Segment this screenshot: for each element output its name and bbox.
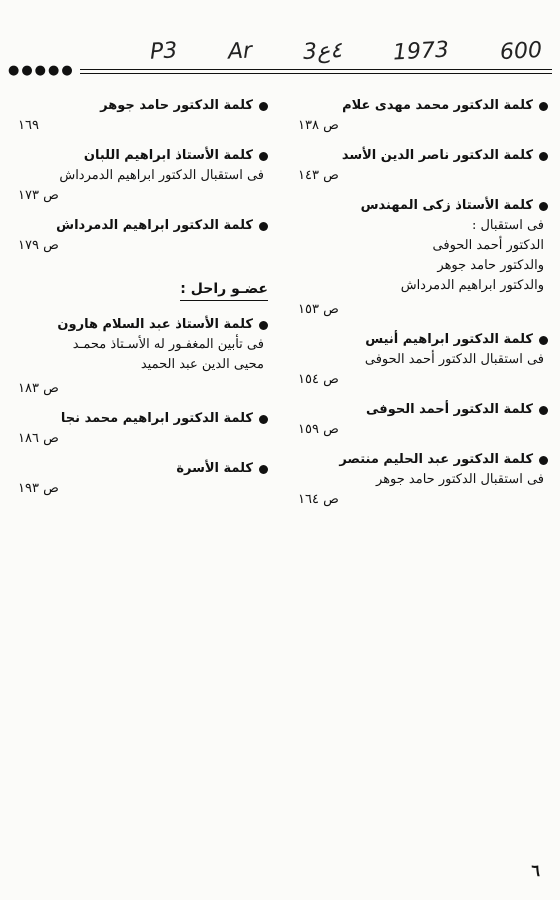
entry-subtitle: فى تأبين المغفـور له الأسـتاذ محمـد [72, 337, 264, 352]
rule-line-top [80, 69, 552, 70]
entry-title: كلمة الأستاذ ابراهيم اللبان [83, 148, 253, 163]
hand-note-5: 600 [499, 37, 543, 65]
entry-title: كلمة الدكتور ابراهيم أنيس [365, 332, 533, 347]
toc-entry [18, 216, 268, 256]
bullet-icon [539, 152, 548, 161]
entry-title: كلمة الدكتور ابراهيم محمد نجا [60, 411, 253, 426]
toc-entry [18, 315, 268, 399]
page-ref: ص ١٦٤ [298, 492, 339, 507]
page-ref: ص ١٤٣ [298, 168, 339, 183]
toc-entry [298, 146, 548, 186]
page-ref: ص ١٩٣ [18, 481, 59, 496]
entry-subtitle: فى استقبال الدكتور أحمد الحوفى [364, 352, 544, 367]
page-ref: ص ١٧٣ [18, 188, 59, 203]
entry-title: كلمة الأستاذ زكى المهندس [360, 198, 533, 213]
page-ref: ص ١٥٩ [298, 422, 339, 437]
toc-entry [298, 330, 548, 390]
toc-entry [18, 459, 268, 499]
entry-title: كلمة الدكتور حامد جوهر [100, 98, 253, 113]
bullet-icon [259, 152, 268, 161]
header-rule [8, 64, 552, 78]
entry-subtitle: فى استقبال الدكتور ابراهيم الدمرداش [59, 168, 264, 183]
page-ref: ص ١٣٨ [298, 118, 339, 133]
dot-ornament: ●●●●● [8, 63, 75, 78]
page-ref: ص ١٨٦ [18, 431, 59, 446]
entry-subtitle: فى استقبال الدكتور حامد جوهر [376, 472, 544, 487]
page-number: ٦ [531, 861, 540, 880]
entry-title: كلمة الدكتور أحمد الحوفى [366, 402, 533, 417]
page-ref: ص ١٧٩ [18, 238, 59, 253]
entry-title: كلمة الدكتور محمد مهدى علام [342, 98, 533, 113]
bullet-icon [539, 406, 548, 415]
page-ref: ١٦٩ [18, 118, 39, 133]
page-ref: ص ١٥٤ [298, 372, 339, 387]
toc-left-column [18, 96, 268, 509]
toc-entry [298, 400, 548, 440]
bullet-icon [539, 102, 548, 111]
toc-entry [18, 146, 268, 206]
entry-subtitle: محيى الدين عبد الحميد [140, 357, 264, 372]
bullet-icon [539, 336, 548, 345]
entry-subtitle: فى استقبال : [471, 218, 544, 233]
entry-subtitle: والدكتور ابراهيم الدمرداش [400, 278, 544, 293]
entry-title: كلمة الأسرة [176, 461, 253, 476]
entry-title: كلمة الدكتور عبد الحليم منتصر [339, 452, 533, 467]
rule-line-bottom [80, 73, 552, 74]
hand-note-2: Ar [227, 37, 253, 65]
entry-subtitle: الدكتور أحمد الحوفى [432, 238, 544, 253]
bullet-icon [259, 465, 268, 474]
bullet-icon [259, 102, 268, 111]
toc-entry [298, 196, 548, 320]
entry-title: كلمة الأستاذ عبد السلام هارون [57, 317, 253, 332]
hand-note-3: 3٤ع [302, 37, 343, 65]
entry-title: كلمة الدكتور ناصر الدين الأسد [341, 148, 533, 163]
handwritten-annotation [150, 36, 542, 66]
toc-right-column [298, 96, 548, 520]
bullet-icon [259, 415, 268, 424]
bullet-icon [259, 222, 268, 231]
section-heading: عضـو راحل : [180, 278, 268, 301]
page-ref: ص ١٥٣ [298, 302, 339, 317]
hand-note-4: 1973 [392, 37, 450, 65]
entry-title: كلمة الدكتور ابراهيم الدمرداش [56, 218, 253, 233]
page-ref: ص ١٨٣ [18, 381, 59, 396]
bullet-icon [539, 202, 548, 211]
toc-entry [298, 450, 548, 510]
bullet-icon [539, 456, 548, 465]
toc-entry [298, 96, 548, 136]
entry-subtitle: والدكتور حامد جوهر [437, 258, 544, 273]
toc-entry [18, 409, 268, 449]
toc-entry [18, 96, 268, 136]
hand-note-1: P3 [149, 37, 178, 65]
bullet-icon [259, 321, 268, 330]
